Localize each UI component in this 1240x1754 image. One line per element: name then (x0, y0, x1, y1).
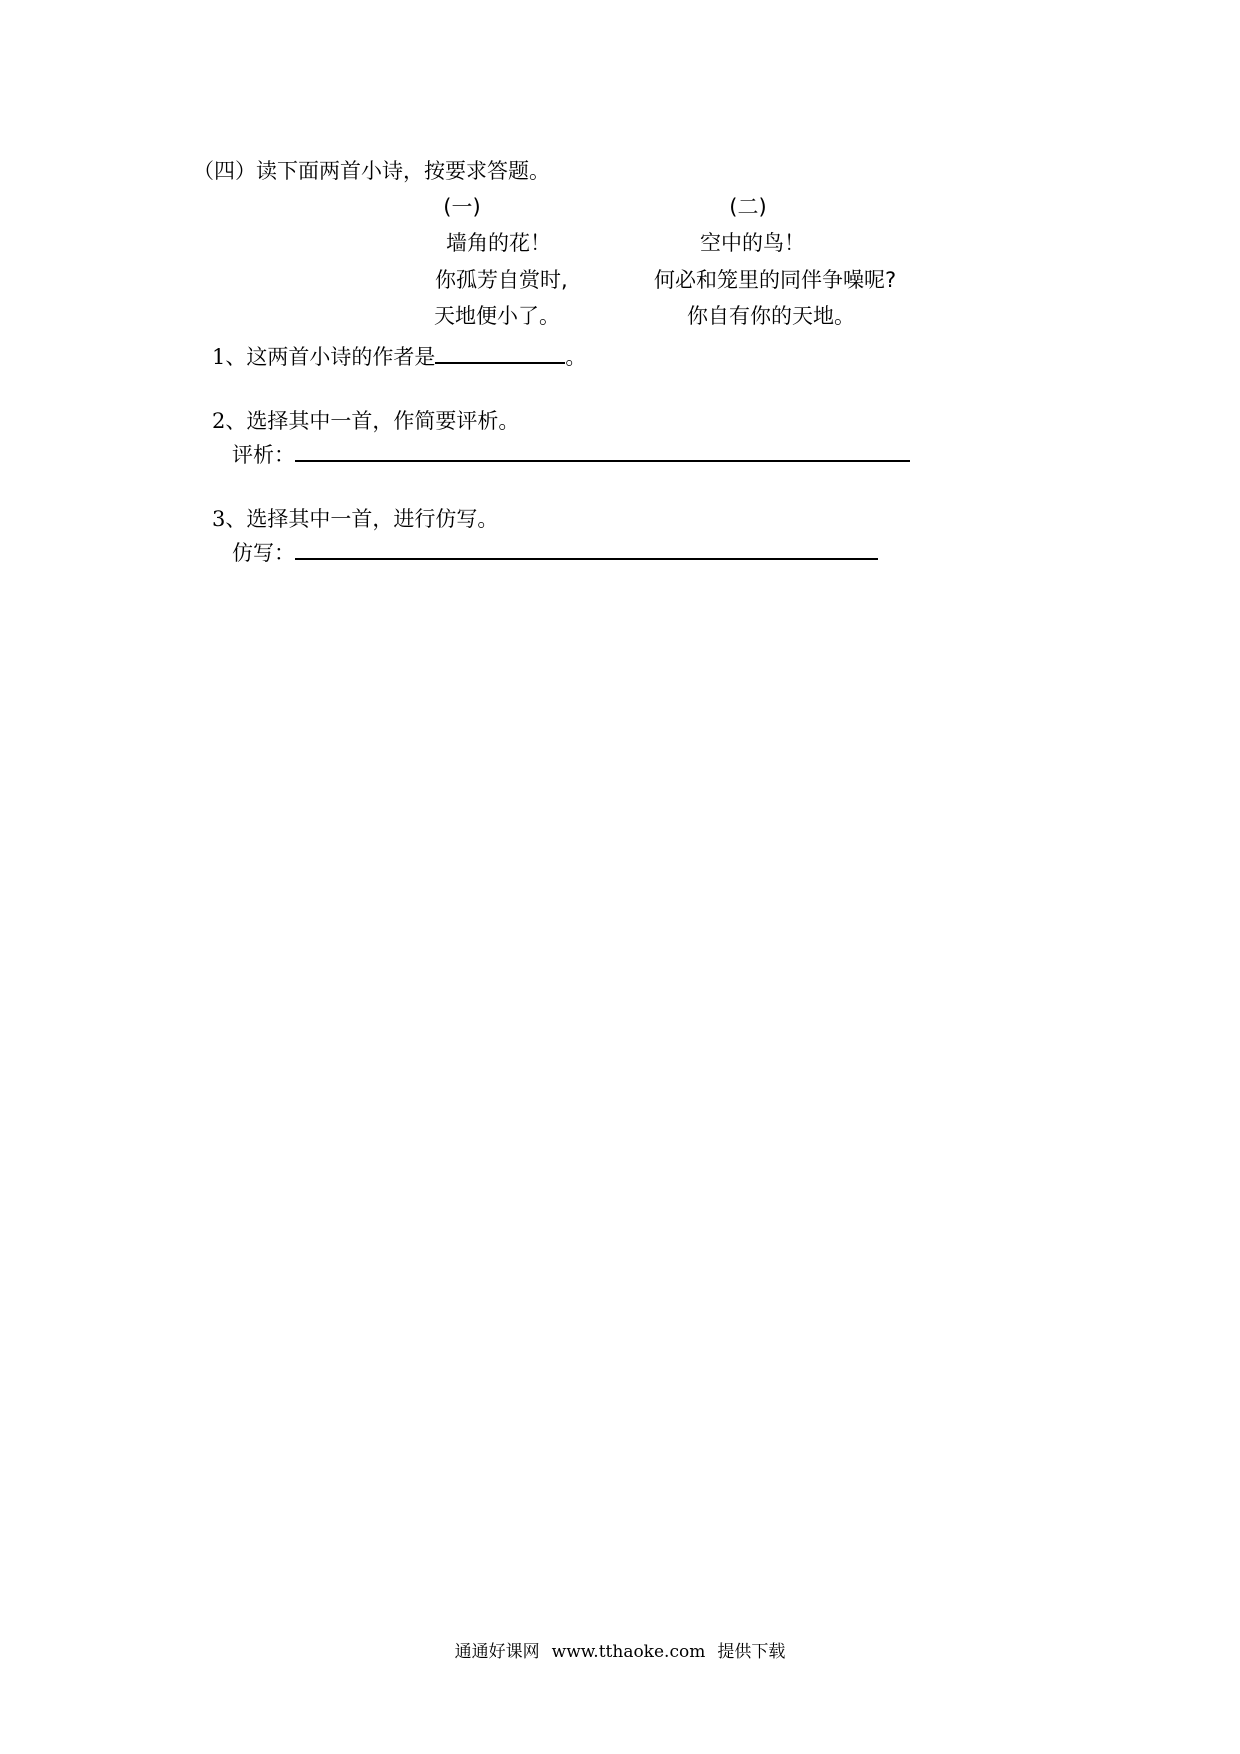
poem-1-line-2: 你孤芳自赏时, (435, 268, 568, 292)
poem-1-line-1: 墙角的花！ (446, 231, 551, 255)
poem-2-line-3: 你自有你的天地。 (687, 304, 855, 328)
poem-1-number: (一) (443, 195, 481, 219)
question-3-prompt: 3、选择其中一首，进行仿写。 (212, 507, 499, 531)
question-2-answer (232, 438, 910, 469)
poem-1-line-3: 天地便小了。 (434, 304, 560, 328)
section-heading: （四）读下面两首小诗，按要求答题。 (193, 159, 550, 183)
question-2-prompt: 2、选择其中一首，作简要评析。 (212, 409, 520, 433)
question-1-prompt: 1、这两首小诗的作者是 (212, 345, 436, 369)
footer-url: www.tthaoke.com (551, 1642, 706, 1662)
poem-2-line-1: 空中的鸟！ (700, 231, 805, 255)
question-3-answer-label: 仿写： (232, 541, 295, 565)
poem-2-line-2: 何必和笼里的同伴争噪呢? (654, 268, 897, 292)
question-3-answer-blank[interactable] (295, 536, 878, 560)
page-footer (455, 1637, 786, 1662)
question-1-suffix: 。 (565, 345, 587, 369)
question-2-answer-blank[interactable] (295, 438, 910, 462)
question-1 (212, 340, 586, 371)
question-1-answer-blank[interactable] (435, 340, 565, 364)
poem-2-number: (二) (729, 195, 767, 219)
footer-site-name: 通通好课网 (454, 1642, 540, 1662)
question-3-answer (232, 536, 878, 567)
question-2-answer-label: 评析： (232, 443, 295, 467)
footer-suffix: 提供下载 (717, 1642, 786, 1662)
